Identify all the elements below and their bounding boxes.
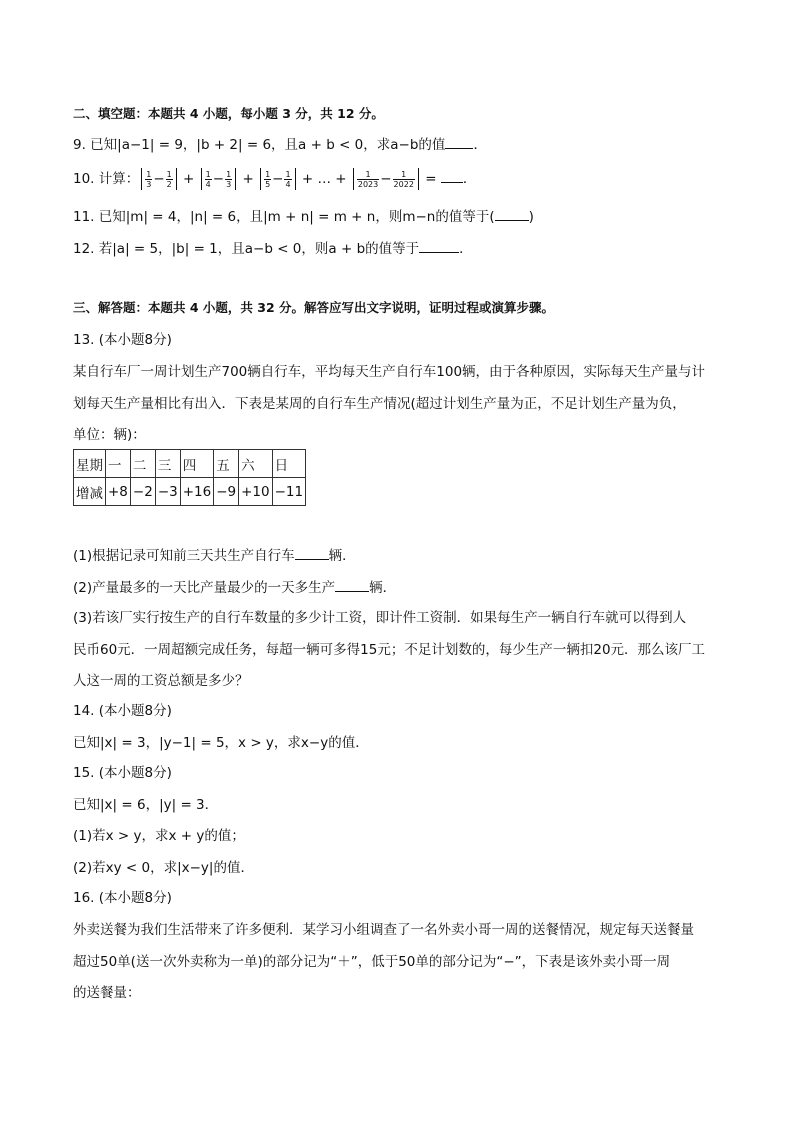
- answer-blank[interactable]: [335, 577, 369, 592]
- abs-bar: [201, 168, 202, 190]
- table-cell: +10: [239, 478, 273, 506]
- question-16-line-1: 外卖送餐为我们生活带来了许多便利．某学习小组调查了一名外卖小哥一周的送餐情况，规定每天送餐量: [73, 922, 694, 938]
- table-cell: +16: [180, 478, 214, 506]
- question-9-text: 9. 已知|a−1| = 9，|b + 2| = 6，且a + b < 0，求a−b的值: [73, 137, 446, 153]
- table-cell: 四: [180, 450, 214, 478]
- abs-bar: [176, 168, 177, 190]
- answer-blank[interactable]: [495, 206, 529, 221]
- question-11-text: 11. 已知|m| = 4，|n| = 6，且|m + n| = m + n，则m−n的值等于(: [73, 209, 495, 225]
- fraction: $\frac{1}{4}$: [285, 169, 291, 189]
- table-cell: −9: [214, 478, 239, 506]
- abs-bar: [235, 168, 236, 190]
- table-row: [74, 450, 306, 478]
- table-cell: 增减: [74, 478, 106, 506]
- fraction: $\frac{1}{2023}$: [357, 169, 379, 189]
- answer-blank[interactable]: [441, 168, 463, 183]
- question-13-paragraph-1: 某自行车厂一周计划生产700辆自行车，平均每天生产自行车100辆，由于各种原因，实际每天生产量与计: [73, 364, 706, 380]
- question-16-title: 16. (本小题8分): [73, 890, 172, 906]
- table-cell: 五: [214, 450, 239, 478]
- question-13-paragraph-3: 单位：辆)：: [73, 427, 146, 443]
- fraction: $\frac{1}{2}$: [166, 169, 172, 189]
- table-cell: 日: [272, 450, 306, 478]
- table-cell: 六: [239, 450, 273, 478]
- question-15-text: 已知|x| = 6，|y| = 3．: [73, 797, 219, 813]
- question-16-line-2: 超过50单(送一次外卖称为一单)的部分记为“＋”，低于50单的部分记为“−”，下表是该外卖小哥一周: [73, 954, 671, 970]
- question-15-sub-1: (1)若x > y，求x + y的值；: [73, 828, 245, 844]
- question-13-sub-3-line-1: (3)若该厂实行按生产的自行车数量的多少计工资，即计件工资制．如果每生产一辆自行车就可以得到人: [73, 610, 687, 626]
- table-cell: 三: [155, 450, 180, 478]
- question-13-sub-2: (2)产量最多的一天比产量最少的一天多生产 辆．: [73, 577, 396, 598]
- production-table: [73, 449, 306, 506]
- question-12-text: 12. 若|a| = 5，|b| = 1，且a−b < 0，则a + b的值等于: [73, 241, 420, 257]
- abs-bar: [418, 168, 419, 190]
- question-14-title: 14. (本小题8分): [73, 703, 172, 719]
- table-cell: +8: [106, 478, 131, 506]
- table-cell: −3: [155, 478, 180, 506]
- table-row: [74, 478, 306, 506]
- question-9: 9. 已知|a−1| = 9，|b + 2| = 6，且a + b < 0，求a−b的值 ．: [73, 134, 487, 155]
- table-cell: −11: [272, 478, 306, 506]
- question-13-title: 13. (本小题8分): [73, 332, 172, 348]
- abs-bar: [260, 168, 261, 190]
- table-cell: 星期: [74, 450, 106, 478]
- fraction: $\frac{1}{3}$: [226, 169, 232, 189]
- question-10: 10. 计算： $\frac{1}{3}$ − $\frac{1}{2}$ + $\frac{1}{4}$ − $\frac{1}{3}$ + $\frac{1}{5}$ − $\frac{1}{4}$ + … + $\frac{1}{2023}$ − $\frac{1}{2022}$ = ．: [73, 169, 477, 189]
- section-3-heading: 三、解答题：本题共 4 小题，共 32 分。解答应写出文字说明，证明过程或演算步骤。: [73, 300, 555, 315]
- answer-blank[interactable]: [445, 134, 473, 149]
- answer-blank[interactable]: [295, 545, 329, 560]
- fraction: $\frac{1}{4}$: [205, 169, 211, 189]
- abs-bar: [295, 168, 296, 190]
- question-15-sub-2: (2)若xy < 0，求|x−y|的值．: [73, 860, 254, 876]
- question-12: 12. 若|a| = 5，|b| = 1，且a−b < 0，则a + b的值等于 ．: [73, 238, 473, 259]
- fraction: $\frac{1}{3}$: [146, 169, 152, 189]
- fraction: $\frac{1}{5}$: [265, 169, 271, 189]
- question-14-text: 已知|x| = 3，|y−1| = 5，x > y，求x−y的值．: [73, 735, 369, 751]
- question-13-sub-1: (1)根据记录可知前三天共生产自行车 辆．: [73, 545, 356, 566]
- section-2-heading: 二、填空题：本题共 4 小题，每小题 3 分，共 12 分。: [73, 106, 384, 121]
- table-cell: 二: [130, 450, 155, 478]
- abs-bar: [353, 168, 354, 190]
- abs-bar: [141, 168, 142, 190]
- question-13-sub-3-line-2: 民币60元．一周超额完成任务，每超一辆可多得15元；不足计划数的，每少生产一辆扣20元．那么该厂工: [73, 642, 706, 658]
- question-16-line-3: 的送餐量：: [73, 985, 141, 1001]
- table-cell: 一: [106, 450, 131, 478]
- question-15-title: 15. (本小题8分): [73, 765, 172, 781]
- answer-blank[interactable]: [419, 238, 459, 253]
- question-11: 11. 已知|m| = 4，|n| = 6，且|m + n| = m + n，则m−n的值等于( ): [73, 206, 534, 227]
- question-13-paragraph-2: 划每天生产量相比有出入．下表是某周的自行车生产情况(超过计划生产量为正，不足计划生产量为负，: [73, 396, 686, 412]
- ellipsis: + … +: [297, 171, 351, 187]
- question-10-prefix: 10. 计算：: [73, 171, 140, 187]
- fraction: $\frac{1}{2022}$: [393, 169, 414, 189]
- table-cell: −2: [130, 478, 155, 506]
- question-13-sub-3-line-3: 人这一周的工资总额是多少？: [73, 673, 249, 689]
